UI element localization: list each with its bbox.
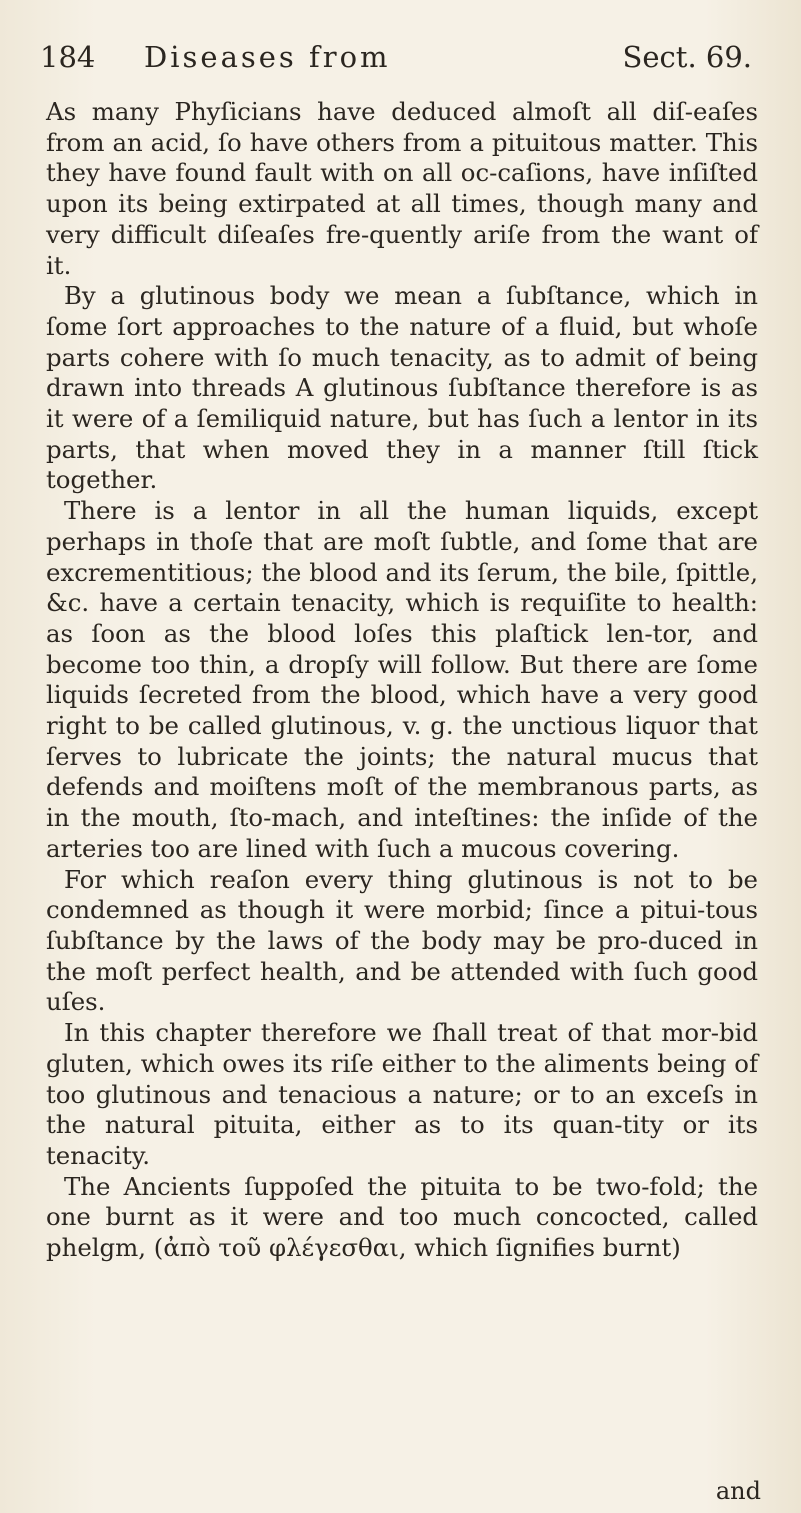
paragraph: The Ancients ſuppoſed the pituita to be two-fold; the one burnt as it were and too much concocted, called phelgm, (ἀπὸ τοῦ φλέγεσθαι, which ſignifies burnt): [46, 1171, 758, 1263]
page-number: 184: [40, 40, 96, 74]
paragraph: By a glutinous body we mean a ſubſtance, which in ſome ſort approaches to the nature of a fluid, but whoſe parts cohere with ſo much tenacity, as to admit of being drawn into threads A glutinous ſubſtance therefore is as it were of a ſemiliquid nature, but has ſuch a lentor in its parts, that when moved they in a manner ſtill ſtick together.: [46, 281, 758, 495]
body-text: [46, 97, 758, 1264]
paragraph: In this chapter therefore we ſhall treat of that mor-bid gluten, which owes its riſe either to the aliments being of too glutinous and tenacious a nature; or to an exceſs in the natural pituita, either as to its quan-tity or its tenacity.: [46, 1018, 758, 1170]
section-label: Sect. 69.: [622, 40, 752, 74]
running-header: [40, 40, 752, 90]
paragraph: For which reaſon every thing glutinous is not to be condemned as though it were morbid; ſince a pitui-tous ſubſtance by the laws of the body may be pro-duced in the moſt perfect health, and be attended with ſuch good uſes.: [46, 864, 758, 1017]
paragraph: There is a lentor in all the human liquids, except perhaps in thoſe that are moſt ſubtle, and ſome that are excrementitious; the blood and its ſerum, the bile, ſpittle, &c. have a certain tenacity, which is requiſite to health: as ſoon as the blood loſes this plaſtick len-tor, and become too thin, a dropſy will follow. But there are ſome liquids ſecreted from the blood, which have a very good right to be called glutinous, v. g. the unctious liquor that ſerves to lubricate the joints; the natural mucus that defends and moiſtens moſt of the membranous parts, as in the mouth, ſto-mach, and inteſtines: the inſide of the arteries too are lined with ſuch a mucous covering.: [46, 496, 758, 863]
running-title: Diseases from: [144, 40, 391, 74]
paragraph: As many Phyſicians have deduced almoſt all diſ-eaſes from an acid, ſo have others from a pituitous matter. This they have found fault with on all oc-caſions, have inſiſted upon its being extirpated at all times, though many and very difficult diſeaſes fre-quently ariſe from the want of it.: [46, 97, 758, 280]
catchword: and: [715, 1477, 761, 1505]
